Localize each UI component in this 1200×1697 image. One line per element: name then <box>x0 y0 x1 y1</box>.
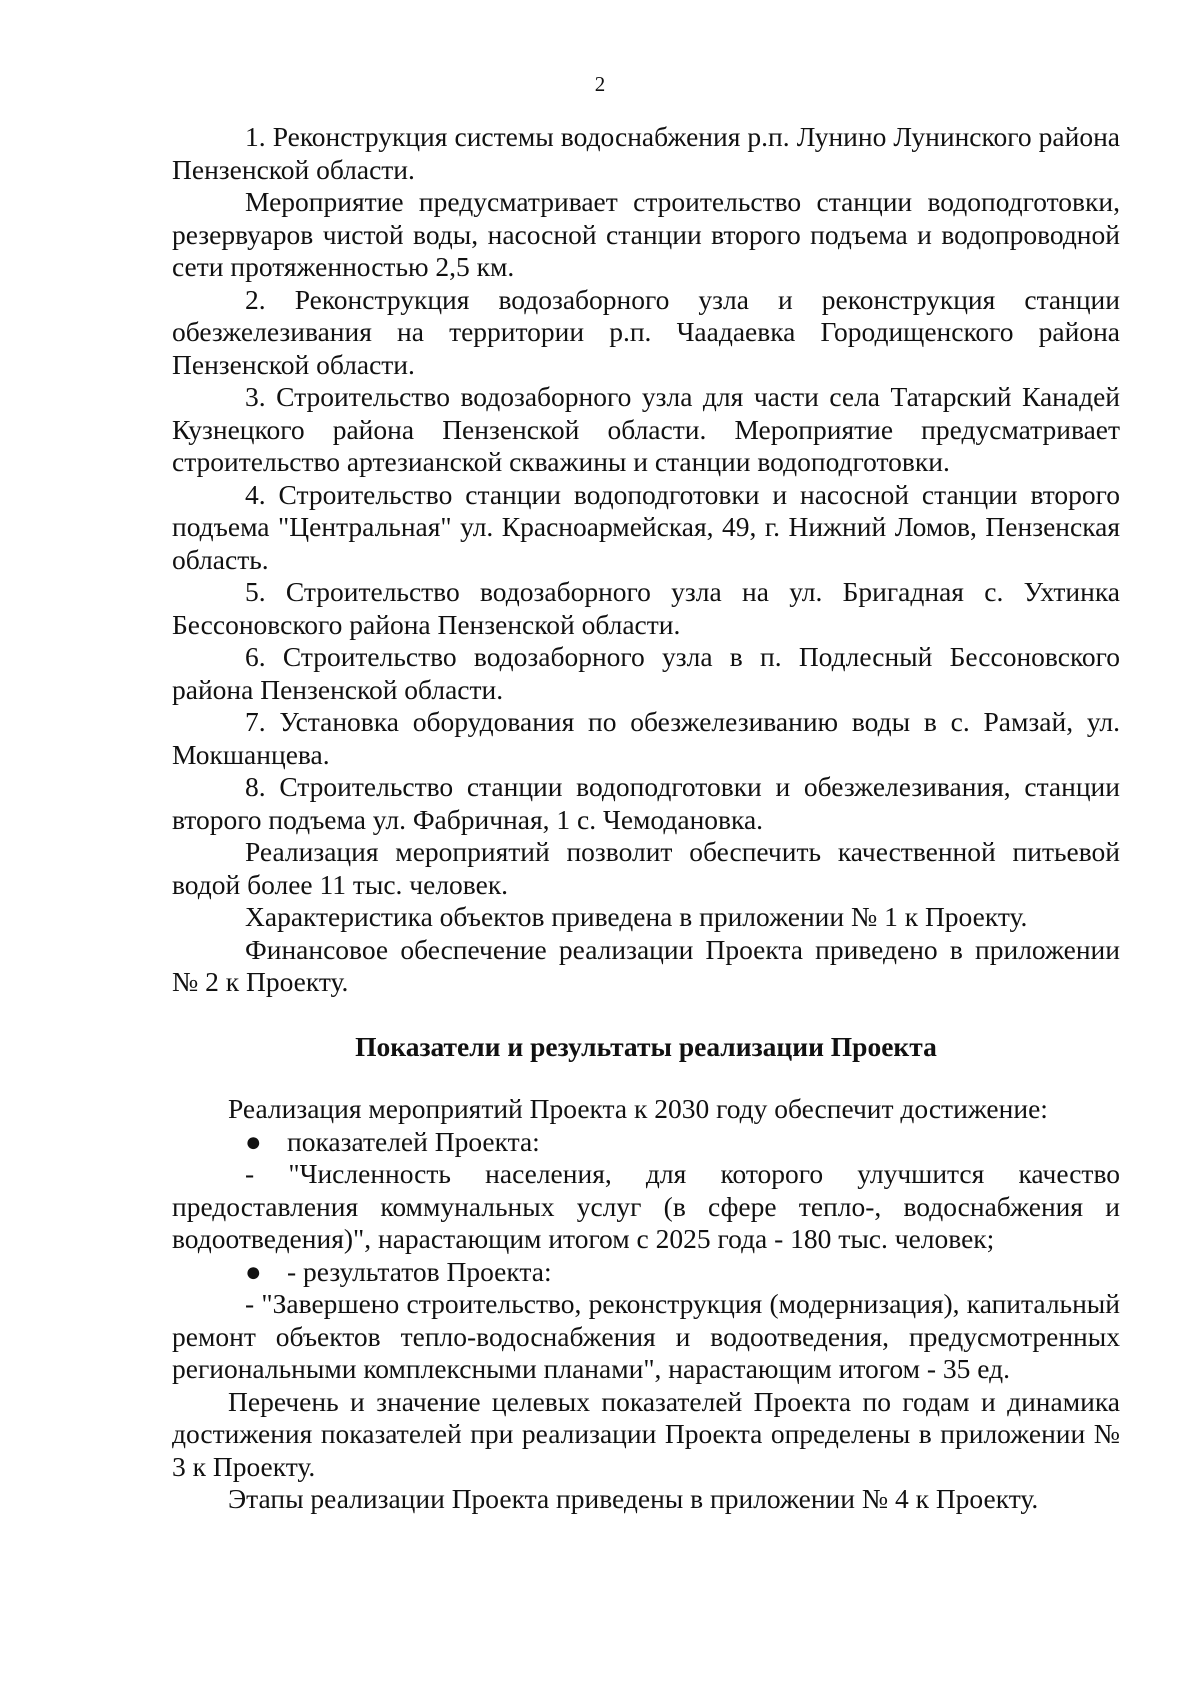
paragraph-appendix-4: Этапы реализации Проекта приведены в приложении № 4 к Проекту. <box>228 1483 1039 1514</box>
paragraph-item-1-details: Мероприятие предусматривает строительство станции водоподготовки, резервуаров чистой воды, насосной станции второго подъема и водопроводной сети протяженностью 2,5 км. <box>172 186 1120 282</box>
paragraph-item-5: 5. Строительство водозаборного узла на ул. Бригадная с. Ухтинка Бессоновского района Пензенской области. <box>172 576 1120 640</box>
section-intro: Реализация мероприятий Проекта к 2030 году обеспечит достижение: <box>228 1093 1048 1124</box>
paragraph-item-3: 3. Строительство водозаборного узла для части села Татарский Канадей Кузнецкого района Пензенской области. Мероприятие предусматривает строительство артезианской скважины и станции водоподготовки. <box>172 381 1120 477</box>
paragraph-item-1: 1. Реконструкция системы водоснабжения р.п. Лунино Лунинского района Пензенской области. <box>172 121 1120 185</box>
paragraph-item-4: 4. Строительство станции водоподготовки и насосной станции второго подъема "Центральная" ул. Красноармейская, 49, г. Нижний Ломов, Пензенская область. <box>172 478 1120 575</box>
indicator-population: - "Численность населения, для которого улучшится качество предоставления коммунальных услуг (в сфере тепло-, водоснабжения и водоотведения)", нарастающим итогом с 2025 года - 180 тыс. человек; <box>172 1158 1120 1254</box>
document-body <box>172 121 1120 1516</box>
bullet-dot-icon: ● <box>245 1255 262 1287</box>
bullet-indicators-text: показателей Проекта: <box>287 1125 540 1157</box>
bullet-results <box>172 1256 1120 1289</box>
bullet-indicators <box>172 1126 1120 1159</box>
paragraph-appendix-3: Перечень и значение целевых показателей Проекта по годам и динамика достижения показателей при реализации Проекта определены в приложении № 3 к Проекту. <box>172 1385 1120 1482</box>
paragraph-appendix-1: Характеристика объектов приведена в приложении № 1 к Проекту. <box>245 901 1028 932</box>
bullet-results-text: - результатов Проекта: <box>287 1255 552 1287</box>
paragraph-outcome: Реализация мероприятий позволит обеспечить качественной питьевой водой более 11 тыс. человек. <box>172 836 1120 900</box>
paragraph-appendix-2: Финансовое обеспечение реализации Проекта приведено в приложении № 2 к Проекту. <box>172 933 1120 997</box>
paragraph-item-8: 8. Строительство станции водоподготовки и обезжелезивания, станции второго подъема ул. Фабричная, 1 с. Чемодановка. <box>172 771 1120 835</box>
page-number: 2 <box>594 72 606 96</box>
section-heading: Показатели и результаты реализации Проекта <box>355 1030 937 1062</box>
paragraph-item-2: 2. Реконструкция водозаборного узла и реконструкция станции обезжелезивания на территории р.п. Чаадаевка Городищенского района Пензенской области. <box>172 283 1120 380</box>
result-construction: - "Завершено строительство, реконструкция (модернизация), капитальный ремонт объектов тепло-водоснабжения и водоотведения, предусмотренных региональными комплексными планами", нарастающим итогом - 35 ед. <box>172 1288 1120 1384</box>
paragraph-item-7: 7. Установка оборудования по обезжелезиванию воды в с. Рамзай, ул. Мокшанцева. <box>172 706 1120 770</box>
bullet-dot-icon: ● <box>245 1125 262 1157</box>
paragraph-item-6: 6. Строительство водозаборного узла в п. Подлесный Бессоновского района Пензенской области. <box>172 641 1120 705</box>
